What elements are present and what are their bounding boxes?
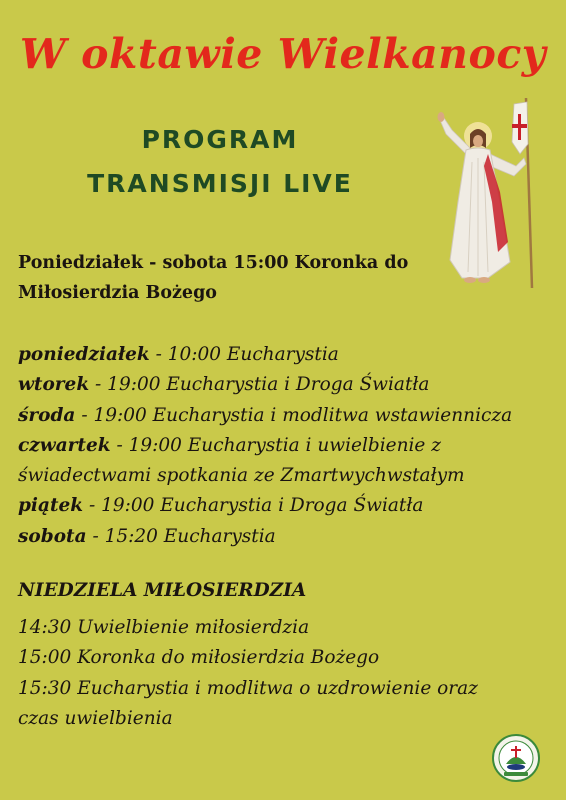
- schedule-text: - 19:00 Eucharystia i Droga Światła: [83, 495, 424, 517]
- sunday-item: 14:30 Uwielbienie miłosierdzia: [18, 617, 310, 638]
- schedule-day: piątek: [18, 495, 84, 517]
- schedule-day: poniedziałek: [18, 344, 150, 365]
- sunday-heading: NIEDZIELA MIŁOSIERDZIA: [18, 580, 307, 601]
- intro-text: [18, 248, 458, 308]
- schedule-day: wtorek: [18, 374, 90, 396]
- intro-line: Miłosierdzia Bożego: [18, 283, 217, 303]
- schedule-item: [18, 401, 558, 431]
- schedule-text: świadectwami spotkania ze Zmartwychwstałym: [18, 465, 465, 487]
- schedule-day: sobota: [18, 525, 87, 547]
- sunday-item: czas uwielbienia: [18, 707, 173, 729]
- program-heading-line1: PROGRAM: [141, 125, 299, 154]
- schedule-day: środa: [18, 404, 76, 426]
- schedule-item: [18, 431, 558, 461]
- sunday-item: 15:00 Koronka do miłosierdzia Bożego: [18, 647, 380, 669]
- schedule-item: [18, 491, 558, 521]
- program-heading-line2: TRANSMISJI LIVE: [87, 169, 353, 198]
- page-title: W oktawie Wielkanocy: [19, 30, 547, 78]
- schedule-item: [18, 370, 558, 400]
- schedule-item: [18, 340, 558, 370]
- schedule-item: [18, 522, 558, 552]
- sunday-schedule: [18, 613, 538, 734]
- schedule-text: - 10:00 Eucharystia: [149, 344, 339, 365]
- schedule-text: - 19:00 Eucharystia i modlitwa wstawiennicza: [75, 404, 513, 426]
- program-heading: [40, 118, 400, 206]
- schedule-text: - 19:00 Eucharystia i Droga Światła: [89, 374, 430, 396]
- schedule-item: [18, 461, 558, 491]
- sunday-item: 15:30 Eucharystia i modlitwa o uzdrowienie oraz: [18, 677, 478, 699]
- schedule-day: czwartek: [18, 434, 111, 456]
- weekday-schedule: [18, 340, 558, 552]
- parish-logo: [492, 734, 540, 782]
- schedule-text: - 15:20 Eucharystia: [86, 525, 276, 547]
- intro-line: Poniedziałek - sobota 15:00 Koronka do: [18, 253, 409, 273]
- schedule-text: - 19:00 Eucharystia i uwielbienie z: [110, 434, 442, 456]
